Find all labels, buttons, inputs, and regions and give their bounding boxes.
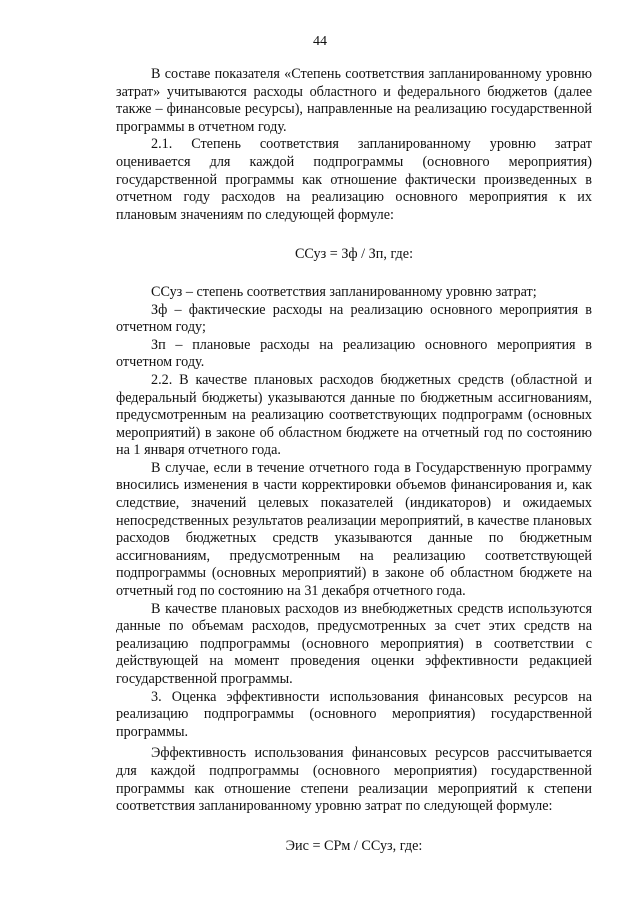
- paragraph-2-1: 2.1. Степень соответствия запланированному уровню затрат оценивается для каждой подпрограммы (основного мероприятия) государственной программы как отношение фактически произведенных в отчетном году расходов на реализацию основного мероприятия к их плановым значениям по следующей формуле:: [116, 136, 592, 223]
- formula-eis: Эис = СРм / ССуз, где:: [285, 837, 423, 854]
- definition-zp: Зп – плановые расходы на реализацию основного мероприятия в отчетном году.: [116, 336, 592, 371]
- paragraph-3: 3. Оценка эффективности использования финансовых ресурсов на реализацию подпрограммы (основного мероприятия) государственной программы.: [116, 688, 592, 740]
- paragraph-2-2: 2.2. В качестве плановых расходов бюджетных средств (областной и федеральный бюджеты) указываются данные по бюджетным ассигнованиям, предусмотренным на реализацию соответствующих подпрограмм (основных мероприятий) в законе об областном бюджете на отчетный год по состоянию на 1 января отчетного года.: [116, 371, 592, 459]
- paragraph-changes: В случае, если в течение отчетного года в Государственную программу вносились изменения в части корректировки объемов финансирования и, как следствие, значений целевых показателей (индикаторов) и ожидаемых непосредственных результатов реализации мероприятий, в качестве плановых расходов бюджетных средств указываются данные по бюджетным ассигнованиям, предусмотренным на реализацию соответствующей подпрограммы (основных мероприятий) в законе об областном бюджете на отчетный год по состоянию на 31 декабря отчетного года.: [116, 459, 592, 600]
- paragraph-efficiency: Эффективность использования финансовых ресурсов рассчитывается для каждой подпрограммы (основного мероприятия) государственной программы как отношение степени реализации мероприятий к степени соответствия запланированному уровню затрат по следующей формуле:: [116, 745, 592, 815]
- document-body: [116, 66, 592, 875]
- definition-ssuz: ССуз – степень соответствия запланированному уровню затрат;: [151, 283, 537, 300]
- formula-ssuz: ССуз = Зф / Зп, где:: [294, 246, 414, 263]
- page-number: 44: [313, 34, 327, 49]
- paragraph-financial-resources: В составе показателя «Степень соответствия запланированному уровню затрат» учитываются расходы областного и федерального бюджетов (далее также – финансовые ресурсы), направленные на реализацию государственной программы в отчетном году.: [116, 66, 592, 135]
- paragraph-extrabudgetary: В качестве плановых расходов из внебюджетных средств используются данные по объемам расходов, предусмотренных за счет этих средств на реализацию подпрограммы (основного мероприятия) в соответствии с действующей на момент проведения оценки эффективности редакцией государственной программы.: [116, 600, 592, 687]
- definition-zf: Зф – фактические расходы на реализацию основного мероприятия в отчетном году;: [116, 301, 592, 336]
